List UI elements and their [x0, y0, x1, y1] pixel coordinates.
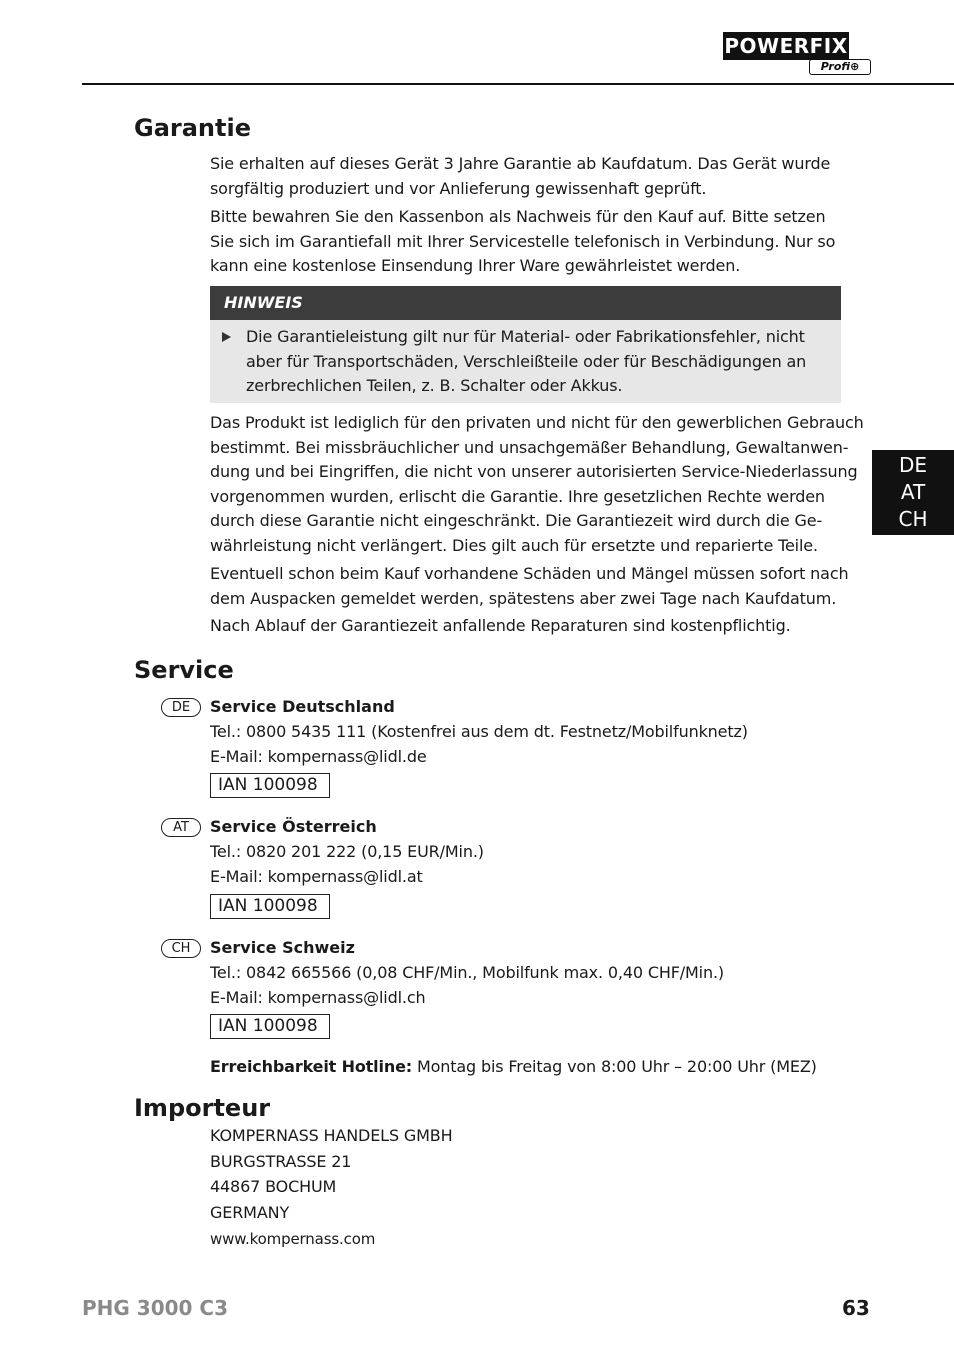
- text-line: Bitte bewahren Sie den Kassenbon als Nachweis für den Kauf auf. Bitte setzen: [210, 207, 826, 226]
- footer-page-number: 63: [842, 1296, 870, 1320]
- country-badge-ch: CH: [161, 939, 201, 958]
- heading-garantie: Garantie: [134, 114, 251, 142]
- text-line: Das Produkt ist lediglich für den privaten und nicht für den gewerblichen Gebrauch: [210, 413, 864, 432]
- brand-logo-main: POWERFIX: [724, 34, 848, 58]
- country-badge-at: AT: [161, 818, 201, 837]
- heading-service: Service: [134, 656, 234, 684]
- text-line: kann eine kostenlose Einsendung Ihrer Ware gewährleistet werden.: [210, 256, 741, 276]
- text-line: Die Garantieleistung gilt nur für Material- oder Fabrikationsfehler, nicht: [246, 327, 805, 346]
- text-line: Sie erhalten auf dieses Gerät 3 Jahre Garantie ab Kaufdatum. Das Gerät wurde: [210, 154, 831, 173]
- service-tel-ch: Tel.: 0842 665566 (0,08 CHF/Min., Mobilfunk max. 0,40 CHF/Min.): [210, 963, 724, 982]
- note-box: [210, 286, 841, 403]
- garantie-paragraph-2: [210, 205, 846, 279]
- service-tel-de: Tel.: 0800 5435 111 (Kostenfrei aus dem dt. Festnetz/Mobilfunknetz): [210, 722, 748, 741]
- note-box-label: HINWEIS: [210, 286, 841, 320]
- language-tab-at: AT: [900, 480, 926, 504]
- hotline-text: Montag bis Freitag von 8:00 Uhr – 20:00 Uhr (MEZ): [412, 1057, 817, 1076]
- service-title-de: Service Deutschland: [210, 697, 395, 716]
- note-box-text: [246, 325, 806, 399]
- brand-logo-sub: Profi⊕: [809, 59, 871, 75]
- address-line: 44867 BOCHUM: [210, 1177, 337, 1196]
- garantie-paragraph-5: [210, 614, 846, 639]
- service-title-at: Service Österreich: [210, 817, 377, 836]
- service-email-ch: E-Mail: kompernass@lidl.ch: [210, 988, 426, 1007]
- text-line: Eventuell schon beim Kauf vorhandene Schäden und Mängel müssen sofort nach: [210, 564, 849, 583]
- header-rule: [82, 83, 954, 85]
- text-line: Nach Ablauf der Garantiezeit anfallende Reparaturen sind kostenpflichtig.: [210, 616, 791, 635]
- service-email-de: E-Mail: kompernass@lidl.de: [210, 747, 427, 766]
- service-email-at: E-Mail: kompernass@lidl.at: [210, 867, 423, 886]
- text-line: durch diese Garantie nicht eingeschränkt. Die Garantiezeit wird durch die Ge-: [210, 511, 823, 531]
- text-line: sorgfältig produziert und vor Anlieferung gewissenhaft geprüft.: [210, 178, 707, 198]
- language-tab-ch: CH: [898, 507, 928, 531]
- garantie-paragraph-3: [210, 411, 864, 559]
- hotline-label: Erreichbarkeit Hotline:: [210, 1057, 413, 1076]
- language-tab-de: DE: [898, 453, 928, 477]
- text-line: aber für Transportschäden, Verschleißteile oder für Beschädigungen an: [246, 351, 807, 371]
- text-line: bestimmt. Bei missbräuchlicher und unsachgemäßer Behandlung, Gewaltanwen-: [210, 437, 849, 457]
- importer-address: [210, 1123, 453, 1225]
- text-line: dem Auspacken gemeldet werden, spätestens aber zwei Tage nach Kaufdatum.: [210, 588, 837, 608]
- footer-model-number: PHG 3000 C3: [82, 1296, 228, 1320]
- language-tab: [872, 450, 954, 535]
- address-line: GERMANY: [210, 1202, 290, 1222]
- text-line: zerbrechlichen Teilen, z. B. Schalter oder Akkus.: [246, 376, 623, 395]
- service-title-ch: Service Schweiz: [210, 938, 355, 957]
- address-line: BURGSTRASSE 21: [210, 1151, 352, 1171]
- ian-box-de: IAN 100098: [210, 773, 330, 798]
- country-badge-de: DE: [161, 698, 201, 717]
- hotline-info: [210, 1055, 817, 1079]
- service-tel-at: Tel.: 0820 201 222 (0,15 EUR/Min.): [210, 842, 484, 861]
- garantie-paragraph-4: [210, 562, 849, 611]
- text-line: vorgenommen wurden, erlischt die Garantie. Ihre gesetzlichen Rechte werden: [210, 486, 825, 506]
- bullet-arrow-icon: [222, 332, 231, 342]
- text-line: währleistung nicht verlängert. Dies gilt auch für ersetzte und reparierte Teile.: [210, 535, 818, 555]
- importer-website: www.kompernass.com: [210, 1230, 376, 1248]
- text-line: Sie sich im Garantiefall mit Ihrer Servicestelle telefonisch in Verbindung. Nur so: [210, 231, 836, 251]
- text-line: dung und bei Eingriffen, die nicht von unserer autorisierten Service-Niederlassung: [210, 462, 858, 482]
- garantie-paragraph-1: [210, 152, 846, 201]
- heading-importeur: Importeur: [134, 1094, 271, 1122]
- address-line: KOMPERNASS HANDELS GMBH: [210, 1126, 453, 1145]
- brand-logo: [723, 32, 860, 76]
- ian-box-ch: IAN 100098: [210, 1014, 330, 1039]
- ian-box-at: IAN 100098: [210, 894, 330, 919]
